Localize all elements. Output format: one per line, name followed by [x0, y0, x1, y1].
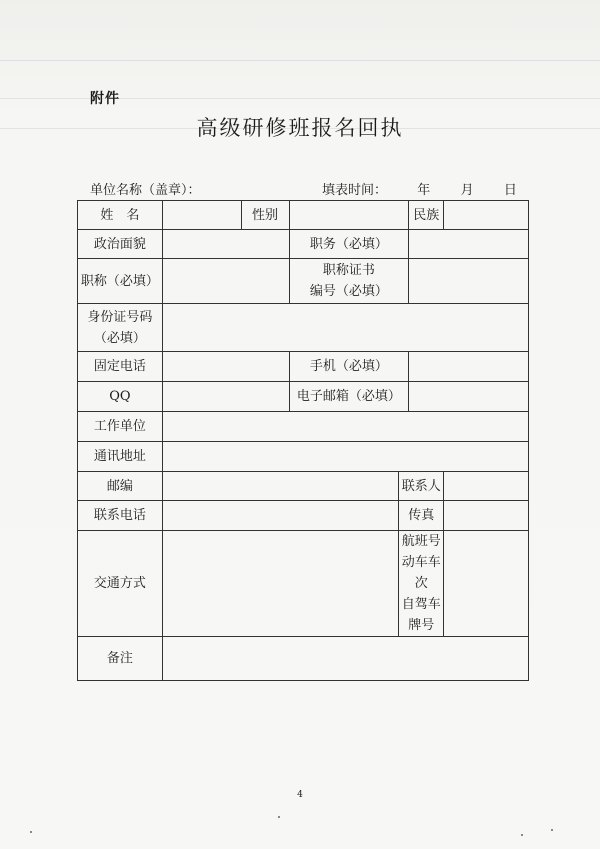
professional-title-label: 职称（必填）: [78, 259, 163, 304]
table-row: [78, 259, 529, 304]
political-status-label: 政治面貌: [78, 230, 163, 259]
contact-person-label: 联系人: [399, 472, 444, 501]
contact-phone-field[interactable]: [162, 501, 398, 531]
certificate-number-label: [289, 259, 409, 304]
transport-details-field[interactable]: [444, 531, 529, 637]
certificate-label-line2: 编号（必填）: [309, 284, 388, 299]
email-label: 电子邮箱（必填）: [289, 382, 409, 412]
month-label: 月: [460, 183, 474, 198]
fax-label: 传真: [399, 501, 444, 531]
ethnicity-field[interactable]: [444, 201, 529, 230]
qq-field[interactable]: [162, 382, 289, 412]
table-row: [78, 201, 529, 230]
transport-field[interactable]: [162, 531, 398, 637]
table-row: [78, 531, 529, 637]
mailing-address-field[interactable]: [162, 442, 528, 472]
car-plate-label: 自驾车牌号: [401, 597, 441, 633]
unit-name-label: 单位名称（盖章）：: [90, 183, 201, 198]
table-row: [78, 501, 529, 531]
flight-number-label: 航班号: [401, 534, 441, 549]
postcode-field[interactable]: [162, 472, 398, 501]
fill-date: [322, 179, 517, 198]
id-number-label: [78, 304, 163, 352]
scan-speck: [30, 831, 32, 833]
scan-speck: [551, 829, 553, 831]
mailing-address-label: 通讯地址: [78, 442, 163, 472]
table-row: [78, 637, 529, 681]
remarks-field[interactable]: [162, 637, 528, 681]
day-label: 日: [503, 183, 517, 198]
id-number-field[interactable]: [162, 304, 528, 352]
id-label-line1: 身份证号码: [87, 309, 153, 325]
page-number: 4: [297, 790, 303, 800]
table-row: [78, 442, 529, 472]
position-field[interactable]: [409, 230, 529, 259]
table-row: [78, 230, 529, 259]
certificate-number-field[interactable]: [409, 259, 529, 304]
transport-label: 交通方式: [78, 531, 163, 637]
registration-form-table: [77, 200, 529, 681]
fill-date-label: 填表时间：: [322, 183, 388, 198]
email-field[interactable]: [409, 382, 529, 412]
table-row: [78, 412, 529, 442]
position-label: 职务（必填）: [289, 230, 409, 259]
remarks-label: 备注: [78, 637, 163, 681]
fax-field[interactable]: [444, 501, 529, 531]
year-label: 年: [417, 183, 431, 198]
workplace-label: 工作单位: [78, 412, 163, 442]
landline-field[interactable]: [162, 352, 289, 382]
mobile-label: 手机（必填）: [289, 352, 409, 382]
page-title: 高级研修班报名回执: [196, 116, 404, 140]
table-row: [78, 382, 529, 412]
political-status-field[interactable]: [162, 230, 289, 259]
gender-label: 性别: [241, 201, 289, 230]
transport-details-label: [399, 531, 444, 637]
scan-speck: [278, 816, 280, 818]
postcode-label: 邮编: [78, 472, 163, 501]
name-label: 姓 名: [78, 201, 163, 230]
contact-phone-label: 联系电话: [78, 501, 163, 531]
workplace-field[interactable]: [162, 412, 528, 442]
name-field[interactable]: [162, 201, 241, 230]
table-row: [78, 304, 529, 352]
table-row: [78, 472, 529, 501]
table-row: [78, 352, 529, 382]
qq-label: QQ: [78, 382, 163, 412]
mobile-field[interactable]: [409, 352, 529, 382]
contact-person-field[interactable]: [444, 472, 529, 501]
certificate-label-line1: 职称证书: [322, 263, 375, 278]
train-number-label: 动车车次: [401, 555, 441, 591]
id-label-line2: （必填）: [93, 330, 146, 346]
scan-artifact: [0, 60, 600, 61]
landline-label: 固定电话: [78, 352, 163, 382]
professional-title-field[interactable]: [162, 259, 289, 304]
scan-speck: [521, 834, 523, 836]
gender-field[interactable]: [289, 201, 409, 230]
ethnicity-label: 民族: [409, 201, 444, 230]
attachment-label: 附件: [90, 91, 120, 107]
